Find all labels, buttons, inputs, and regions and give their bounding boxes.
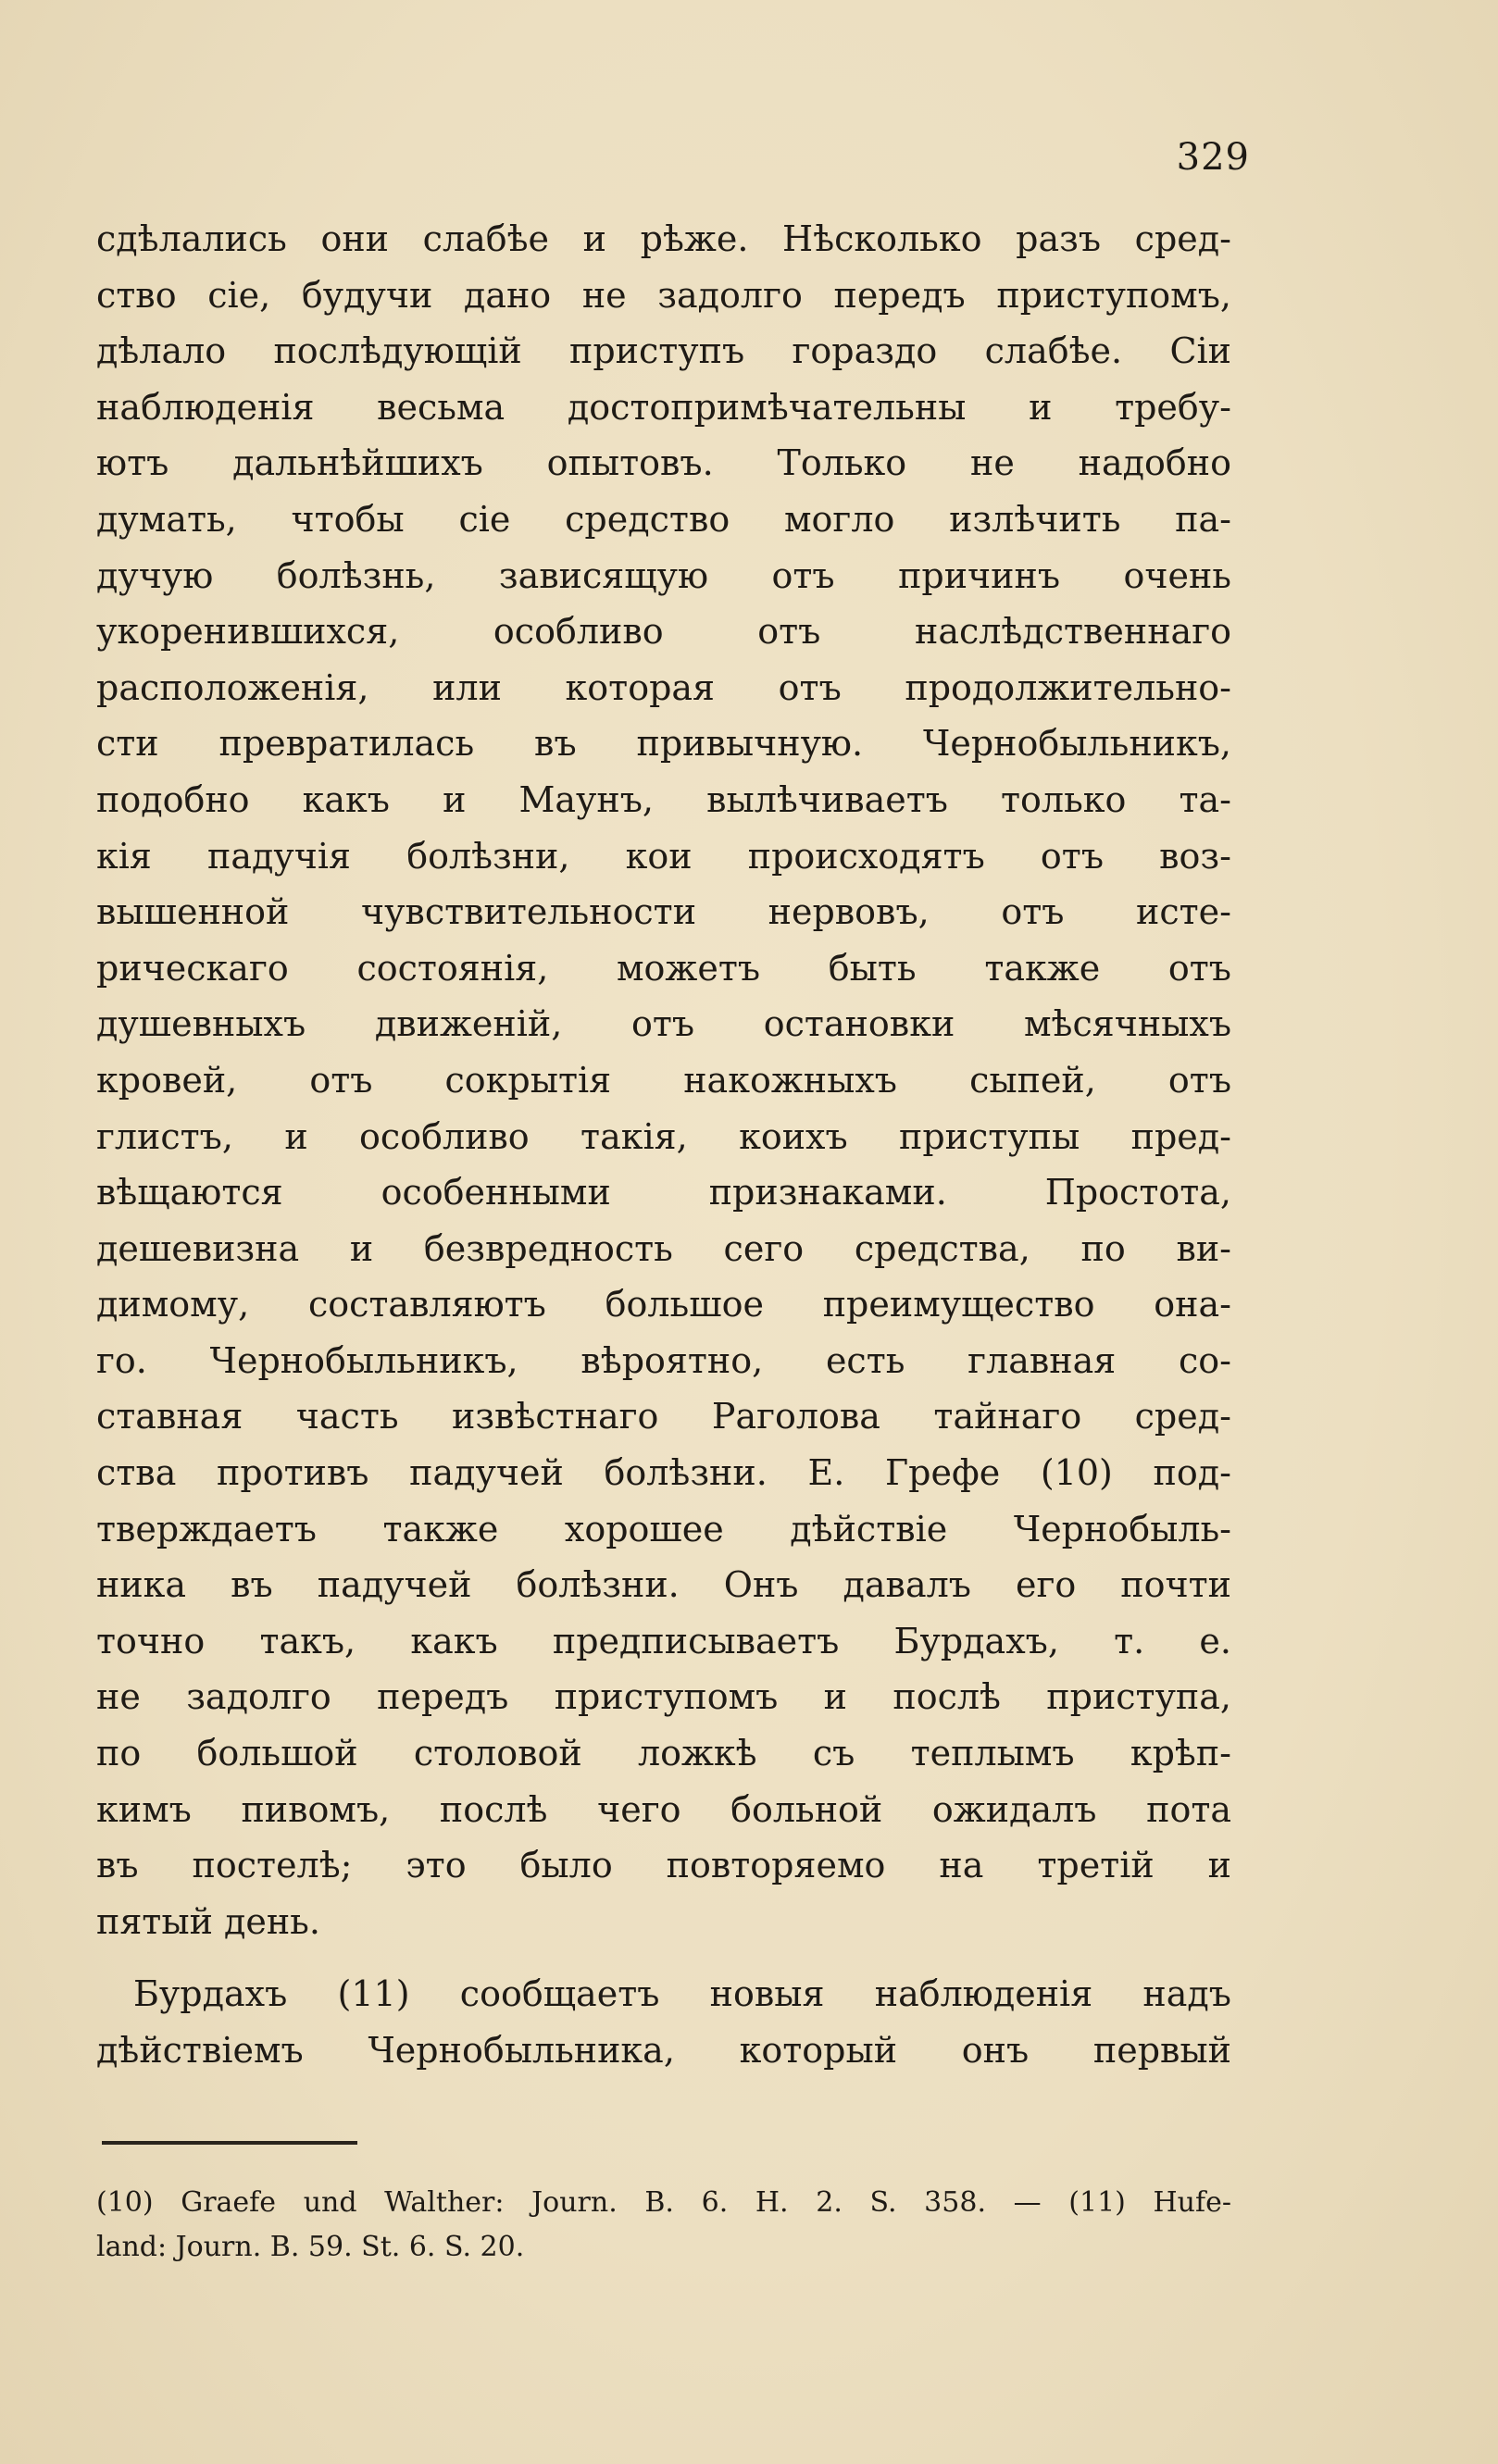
footnote-line: land: Journ. B. 59. St. 6. S. 20. <box>96 2231 525 2263</box>
text-line: Бурдахъ (11) сообщаетъ новыя наблюденія надъ <box>133 1973 1231 2015</box>
text-line: по большой столовой ложкѣ съ теплымъ крѣп- <box>96 1733 1231 1774</box>
text-line: дѣлало послѣдующій приступъ гораздо слабѣе. Сіи <box>96 330 1231 372</box>
text-line: ютъ дальнѣйшихъ опытовъ. Только не надобно <box>96 442 1231 484</box>
text-line: кровей, отъ сокрытія накожныхъ сыпей, отъ <box>96 1059 1231 1101</box>
text-line: наблюденія весьма достопримѣчательны и требу- <box>96 386 1231 428</box>
text-line: дучую болѣзнь, зависящую отъ причинъ очень <box>96 554 1231 596</box>
page-number: 329 <box>1176 136 1250 179</box>
paragraph-1 <box>96 211 1231 1949</box>
paragraph-2 <box>96 1966 1231 2078</box>
text-line: точно такъ, какъ предписываетъ Бурдахъ, т. е. <box>96 1620 1231 1661</box>
text-line: го. Чернобыльникъ, вѣроятно, есть главная со- <box>96 1339 1231 1381</box>
text-line: ства противъ падучей болѣзни. Е. Грефе (10) под- <box>96 1452 1231 1494</box>
text-line: душевныхъ движеній, отъ остановки мѣсячныхъ <box>96 1003 1231 1045</box>
text-line: дѣйствіемъ Чернобыльника, который онъ первый <box>96 2030 1231 2071</box>
text-line: рическаго состоянія, можетъ быть также отъ <box>96 947 1231 989</box>
footnotes <box>96 2181 1231 2270</box>
footnote-divider <box>102 2141 357 2145</box>
text-line: вышенной чувствительности нервовъ, отъ исте- <box>96 891 1231 933</box>
text-line: расположенія, или которая отъ продолжительно- <box>96 666 1231 708</box>
text-line: ставная часть извѣстнаго Раголова тайнаго сред- <box>96 1396 1231 1437</box>
text-line: пятый день. <box>96 1900 320 1942</box>
text-line: ство сіе, будучи дано не задолго передъ приступомъ, <box>96 274 1231 316</box>
text-line: не задолго передъ приступомъ и послѣ приступа, <box>96 1676 1231 1718</box>
text-line: думать, чтобы сіе средство могло излѣчить па- <box>96 498 1231 540</box>
text-line: глистъ, и особливо такія, коихъ приступы пред- <box>96 1115 1231 1157</box>
paragraph-gap <box>96 1949 1231 1966</box>
text-line: сти превратилась въ привычную. Чернобыльникъ, <box>96 723 1231 765</box>
text-line: сдѣлались они слабѣе и рѣже. Нѣсколько разъ сред- <box>96 218 1231 259</box>
text-line: тверждаетъ также хорошее дѣйствіе Чернобыль- <box>96 1508 1231 1549</box>
text-line: кимъ пивомъ, послѣ чего больной ожидалъ пота <box>96 1788 1231 1830</box>
text-line: димому, составляютъ большое преимущество она- <box>96 1284 1231 1325</box>
text-line: кія падучія болѣзни, кои происходятъ отъ воз- <box>96 835 1231 877</box>
text-line: ника въ падучей болѣзни. Онъ давалъ его почти <box>96 1564 1231 1606</box>
text-line: подобно какъ и Маунъ, вылѣчиваетъ только та- <box>96 778 1231 820</box>
text-line: въ постелѣ; это было повторяемо на третій и <box>96 1845 1231 1886</box>
text-line: вѣщаются особенными признаками. Простота, <box>96 1172 1231 1213</box>
text-line: укоренившихся, особливо отъ наслѣдственнаго <box>96 611 1231 653</box>
text-line: дешевизна и безвредность сего средства, по ви- <box>96 1227 1231 1269</box>
body-text <box>96 211 1231 2079</box>
footnote-line: (10) Graefe und Walther: Journ. B. 6. H. 2. S. 358. — (11) Hufe- <box>96 2186 1231 2219</box>
